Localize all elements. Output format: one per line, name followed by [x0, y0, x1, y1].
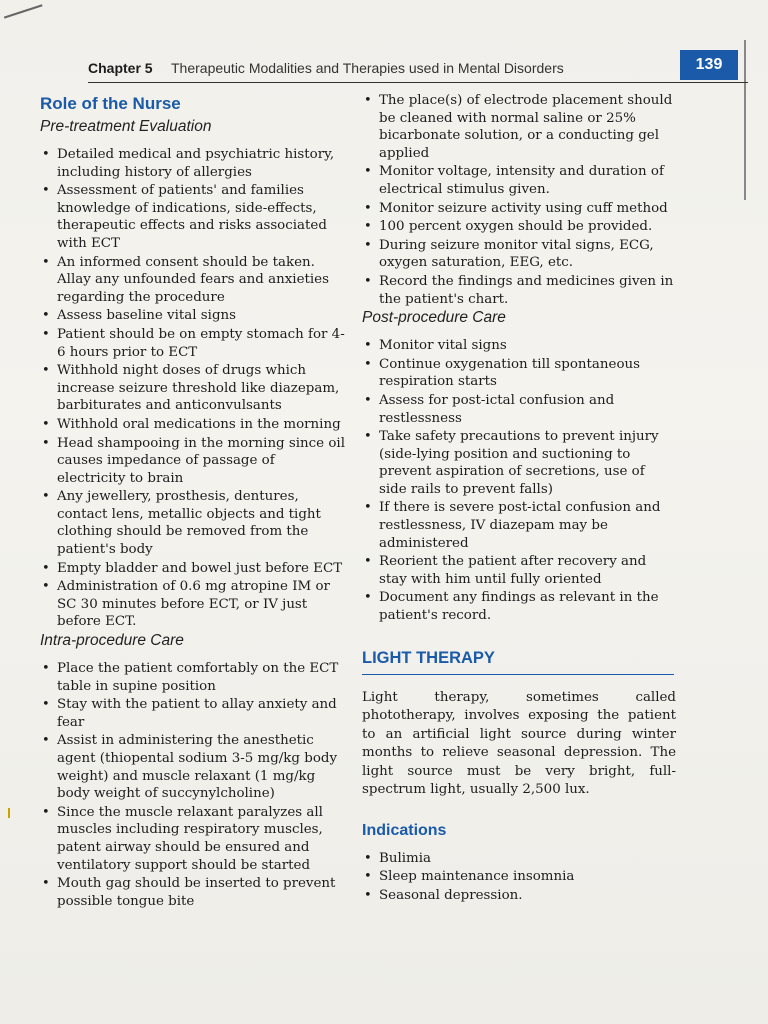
list-item: • Since the muscle relaxant paralyzes all muscles including respiratory muscles, patent airway should be ensured and ventilatory support should be started	[40, 804, 346, 874]
list-item: • Withhold night doses of drugs which increase seizure threshold like diazepam, barbiturates and anticonvulsants	[40, 362, 346, 415]
list-item: • 100 percent oxygen should be provided.	[362, 218, 676, 236]
left-column	[40, 94, 346, 911]
intra-procedure-continued-list	[362, 92, 676, 308]
list-item: • Reorient the patient after recovery and stay with him until fully oriented	[362, 553, 676, 588]
list-item: • An informed consent should be taken. Allay any unfounded fears and anxieties regarding the procedure	[40, 254, 346, 307]
list-item: • Monitor seizure activity using cuff method	[362, 200, 676, 218]
margin-mark	[8, 808, 10, 818]
list-item: • Seasonal depression.	[362, 887, 676, 905]
list-item: • Take safety precautions to prevent injury (side-lying position and suctioning to prevent aspiration of secretions, use of side rails to prevent falls)	[362, 428, 676, 498]
list-item: • Assess for post-ictal confusion and restlessness	[362, 392, 676, 427]
pre-treatment-heading: Pre-treatment Evaluation	[40, 118, 212, 135]
light-therapy-paragraph: Light therapy, sometimes called phototherapy, involves exposing the patient to an artificial light source during winter months to relieve seasonal depression. The light source must be very bright, full-spectrum light, usually 2,500 lux.	[362, 689, 676, 798]
list-item: • Document any findings as relevant in the patient's record.	[362, 589, 676, 624]
list-item: • Assist in administering the anesthetic agent (thiopental sodium 3-5 mg/kg body weight) and muscle relaxant (1 mg/kg body weight of succynylcholine)	[40, 732, 346, 802]
list-item: • Stay with the patient to allay anxiety and fear	[40, 696, 346, 731]
list-item: • Head shampooing in the morning since oil causes impedance of passage of electricity to brain	[40, 435, 346, 488]
list-item: • Sleep maintenance insomnia	[362, 868, 676, 886]
list-item: • Place the patient comfortably on the ECT table in supine position	[40, 660, 346, 695]
running-header	[88, 56, 748, 83]
light-therapy-heading: LIGHT THERAPY	[362, 649, 674, 675]
list-item: • During seizure monitor vital signs, ECG, oxygen saturation, EEG, etc.	[362, 237, 676, 272]
list-item: • Mouth gag should be inserted to prevent possible tongue bite	[40, 875, 346, 910]
indications-list	[362, 850, 676, 905]
intra-procedure-heading: Intra-procedure Care	[40, 632, 184, 650]
list-item: • Patient should be on empty stomach for 4-6 hours prior to ECT	[40, 326, 346, 361]
list-item: • Bulimia	[362, 850, 676, 868]
intra-procedure-list	[40, 660, 346, 910]
list-item: • The place(s) of electrode placement should be cleaned with normal saline or 25% bicarbonate solution, or a conducting gel applied	[362, 92, 676, 162]
list-item: • Continue oxygenation till spontaneous respiration starts	[362, 356, 676, 391]
indications-heading: Indications	[362, 821, 447, 839]
page-number: 139	[680, 50, 738, 80]
post-procedure-list	[362, 337, 676, 625]
chapter-title: Therapeutic Modalities and Therapies used in Mental Disorders	[171, 60, 564, 76]
list-item: • Detailed medical and psychiatric history, including history of allergies	[40, 146, 346, 181]
list-item: • Administration of 0.6 mg atropine IM or SC 30 minutes before ECT, or IV just before ECT.	[40, 578, 346, 631]
section-title: Role of the Nurse	[40, 94, 181, 113]
list-item: • Any jewellery, prosthesis, dentures, contact lens, metallic objects and tight clothing should be removed from the patient's body	[40, 488, 346, 558]
pre-treatment-list	[40, 146, 346, 631]
list-item: • Monitor voltage, intensity and duration of electrical stimulus given.	[362, 163, 676, 198]
chapter-label: Chapter 5	[88, 60, 153, 76]
list-item: • Record the findings and medicines given in the patient's chart.	[362, 273, 676, 308]
list-item: • Withhold oral medications in the morning	[40, 416, 346, 434]
list-item: • Monitor vital signs	[362, 337, 676, 355]
list-item: • Assess baseline vital signs	[40, 307, 346, 325]
pen-mark	[4, 4, 48, 35]
post-procedure-heading: Post-procedure Care	[362, 309, 506, 327]
list-item: • If there is severe post-ictal confusion and restlessness, IV diazepam may be administered	[362, 499, 676, 552]
right-column	[362, 92, 676, 905]
list-item: • Assessment of patients' and families knowledge of indications, side-effects, therapeutic effects and risks associated with ECT	[40, 182, 346, 252]
list-item: • Empty bladder and bowel just before ECT	[40, 560, 346, 578]
